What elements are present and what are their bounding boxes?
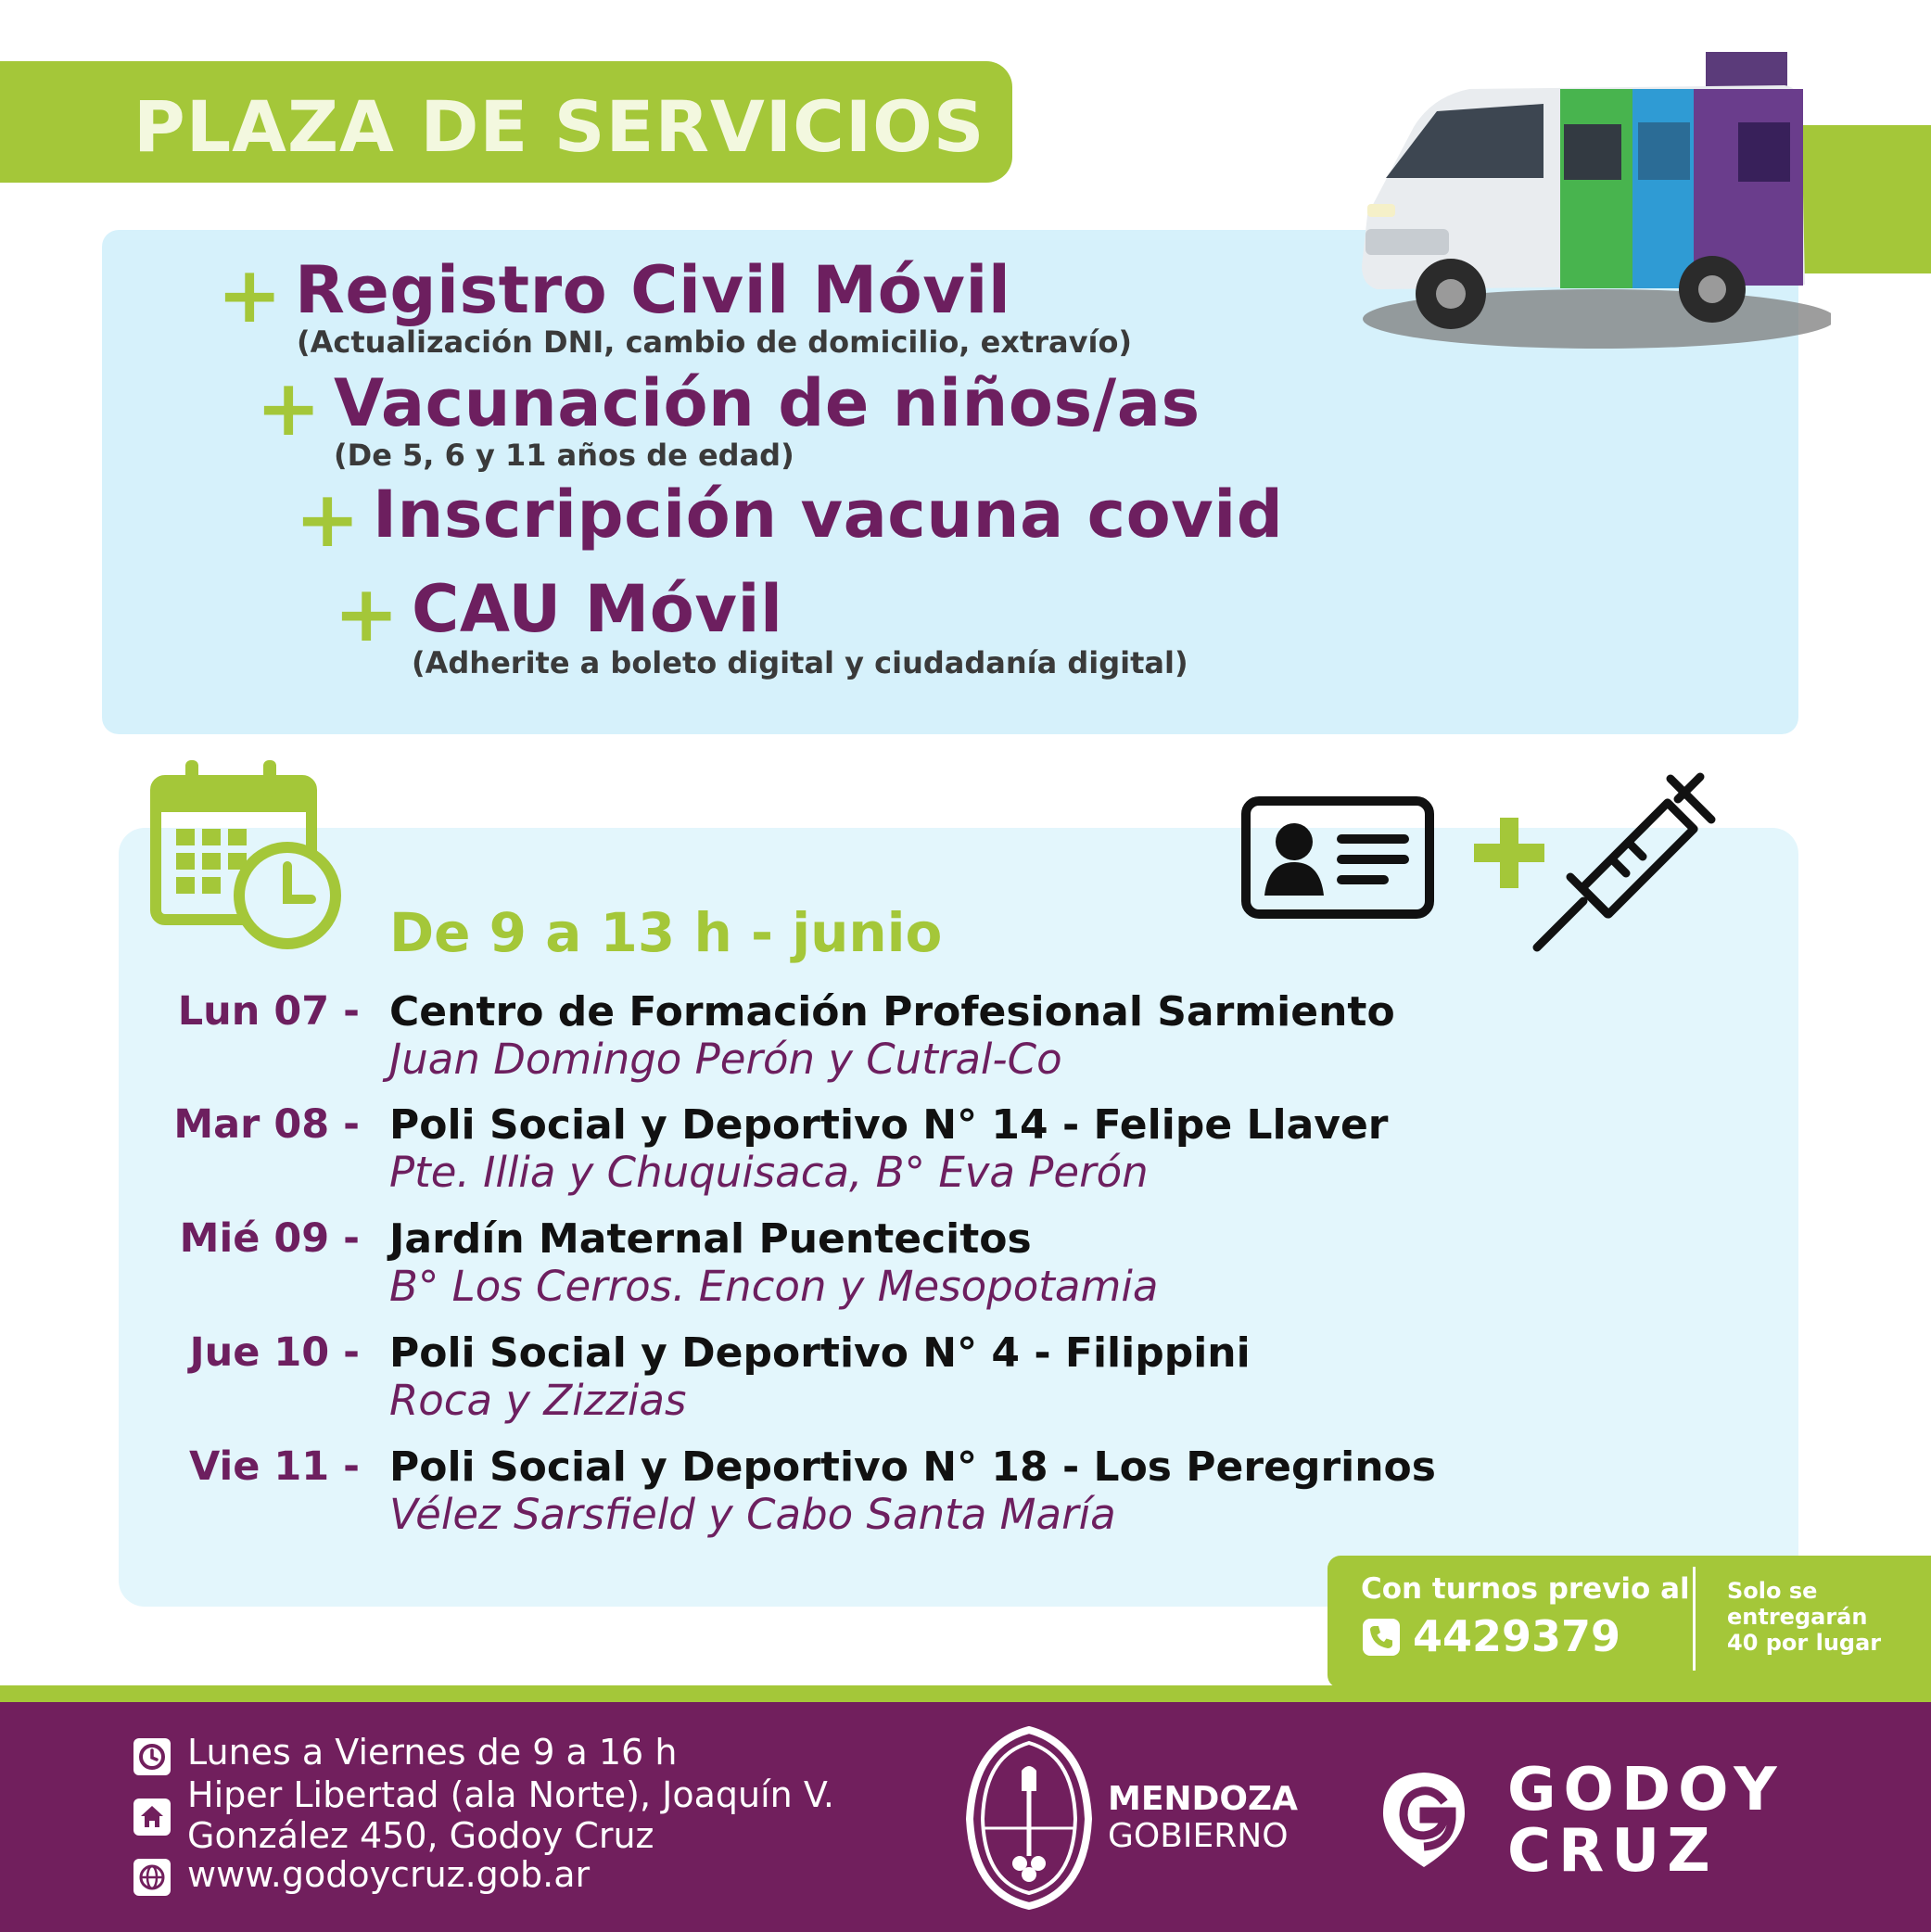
schedule-heading: De 9 a 13 h - junio <box>389 901 943 964</box>
schedule-address: B° Los Cerros. Encon y Mesopotamia <box>389 1262 1159 1311</box>
schedule-place: Centro de Formación Profesional Sarmiento <box>389 988 1395 1036</box>
id-card-icon <box>1240 795 1435 920</box>
turnos-note-line: Solo se <box>1727 1578 1818 1604</box>
plus-bullet-icon: + <box>217 249 283 340</box>
service-subtitle-vacunacion: (De 5, 6 y 11 años de edad) <box>334 438 794 473</box>
schedule-day: Lun 07 - <box>177 988 360 1035</box>
plus-bullet-icon: + <box>334 568 400 659</box>
footer-accent-strip <box>0 1685 1931 1702</box>
footer-address-line1: Hiper Libertad (ala Norte), Joaquín V. <box>187 1774 835 1815</box>
service-subtitle-registro: (Actualización DNI, cambio de domicilio, extravío) <box>297 324 1133 360</box>
mendoza-wordmark-line2: GOBIERNO <box>1108 1817 1289 1855</box>
mendoza-wordmark-line1: MENDOZA <box>1108 1780 1298 1818</box>
godoy-cruz-wordmark-line1: GODOY <box>1507 1756 1785 1824</box>
schedule-day: Mié 09 - <box>179 1215 360 1262</box>
footer-website-link[interactable]: www.godoycruz.gob.ar <box>187 1854 591 1895</box>
clock-icon <box>133 1738 171 1775</box>
turnos-note-line: 40 por lugar <box>1727 1630 1882 1656</box>
service-title-cau: CAU Móvil <box>412 571 783 647</box>
turnos-divider <box>1693 1567 1696 1671</box>
plus-bullet-icon: + <box>256 362 322 453</box>
schedule-address: Juan Domingo Perón y Cutral-Co <box>389 1035 1062 1084</box>
godoy-cruz-wordmark-line2: CRUZ <box>1507 1817 1718 1886</box>
service-title-inscripcion: Inscripción vacuna covid <box>373 477 1284 553</box>
schedule-place: Poli Social y Deportivo N° 18 - Los Peregrinos <box>389 1443 1436 1491</box>
turnos-note-line: entregarán <box>1727 1604 1868 1630</box>
syringe-icon <box>1530 760 1724 955</box>
schedule-day: Jue 10 - <box>189 1329 360 1376</box>
schedule-place: Poli Social y Deportivo N° 4 - Filippini <box>389 1329 1251 1377</box>
service-title-vacunacion: Vacunación de niños/as <box>334 365 1201 441</box>
schedule-place: Jardín Maternal Puentecitos <box>389 1215 1032 1263</box>
globe-icon <box>133 1859 171 1896</box>
home-icon <box>133 1799 171 1836</box>
mobile-registry-van-image <box>1349 39 1831 354</box>
service-subtitle-cau: (Adherite a boleto digital y ciudadanía digital) <box>412 645 1188 680</box>
mendoza-seal-logo <box>964 1726 1094 1910</box>
schedule-address: Vélez Sarsfield y Cabo Santa María <box>389 1490 1116 1539</box>
schedule-address: Pte. Illia y Chuquisaca, B° Eva Perón <box>389 1148 1149 1197</box>
turnos-phone[interactable]: 4429379 <box>1413 1611 1621 1661</box>
page-title: PLAZA DE SERVICIOS <box>133 85 985 168</box>
schedule-day: Vie 11 - <box>188 1443 360 1490</box>
phone-icon <box>1363 1619 1400 1656</box>
schedule-address: Roca y Zizzias <box>389 1376 687 1425</box>
schedule-place: Poli Social y Deportivo N° 14 - Felipe Llaver <box>389 1101 1389 1149</box>
footer-hours: Lunes a Viernes de 9 a 16 h <box>187 1732 678 1773</box>
schedule-day: Mar 08 - <box>173 1101 360 1148</box>
calendar-clock-icon <box>148 758 345 953</box>
service-title-registro: Registro Civil Móvil <box>295 252 1011 328</box>
turnos-label: Con turnos previo al <box>1361 1572 1690 1606</box>
footer-address-line2: González 450, Godoy Cruz <box>187 1815 654 1856</box>
godoy-cruz-logo-icon <box>1379 1769 1468 1871</box>
plus-bullet-icon: + <box>295 474 361 565</box>
